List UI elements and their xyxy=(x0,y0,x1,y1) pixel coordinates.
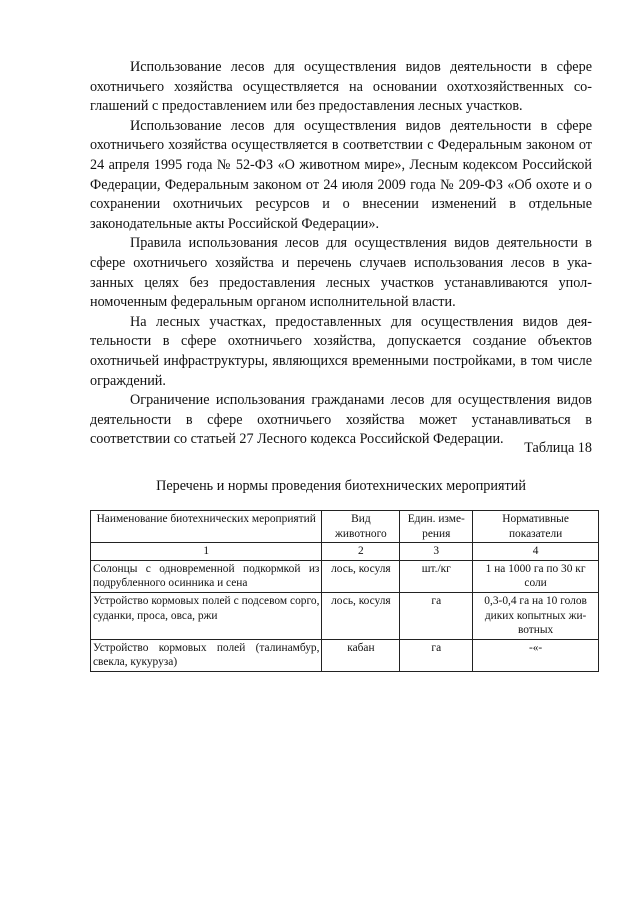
column-number-row xyxy=(91,543,599,561)
table-cell: 0,3-0,4 га на 10 голов диких копытных животных xyxy=(473,592,599,639)
header-cell: Един. измерения xyxy=(400,511,473,543)
biotech-measures-table xyxy=(90,510,599,672)
paragraph-3: Правила использования лесов для осуществления видов деятельности в сфере охотничьего хозяйства и перечень случаев использования лесов в указанных целях без предоставления лесных участков устанавливаются уполномоченным федеральным органом исполнительной власти. xyxy=(90,235,592,311)
table-cell: га xyxy=(400,639,473,671)
table-cell: га xyxy=(400,592,473,639)
table-cell: лось, косуля xyxy=(322,560,400,592)
table-cell: Устройство кормовых полей (талинамбур, свекла, кукуруза) xyxy=(91,639,322,671)
paragraph-2: Использование лесов для осуществления видов деятельности в сфере охотничьего хозяйства осуществляется в соответствии с Федеральным законом от 24 апреля 1995 года № 52-ФЗ «О животном мире», Лесным кодексом Российской Федерации, Федеральным законом от 24 июля 2009 года № 209-ФЗ «Об охоте и о сохранении охотничьих ресурсов и о внесении изменений в отдельные законодательные акты Российской Федерации». xyxy=(90,117,592,232)
table-row xyxy=(91,639,599,671)
paragraph-1: Использование лесов для осуществления видов деятельности в сфере охотничьего хозяйства осуществляется на основании охотхозяйственных соглашений с предоставлением или без предоставления лесных участков. xyxy=(90,59,592,115)
body-text xyxy=(90,58,592,450)
header-cell: Вид животного xyxy=(322,511,400,543)
table-cell: лось, косуля xyxy=(322,592,400,639)
column-number: 2 xyxy=(322,543,400,561)
table-row xyxy=(91,592,599,639)
paragraph-4: На лесных участках, предоставленных для осуществления видов деятельности в сфере охотничьего хозяйства, допускается создание объектов охотничьей инфраструктуры, являющихся временными постройками, в том числе ограждений. xyxy=(90,313,592,389)
header-cell: Нормативные показатели xyxy=(473,511,599,543)
table-header-row xyxy=(91,511,599,543)
table-row xyxy=(91,560,599,592)
table-cell: Устройство кормовых полей с подсевом сорго, суданки, проса, овса, ржи xyxy=(91,592,322,639)
column-number: 1 xyxy=(91,543,322,561)
table-title: Перечень и нормы проведения биотехнических мероприятий xyxy=(156,478,526,494)
table-cell: 1 на 1000 га по 30 кг соли xyxy=(473,560,599,592)
table-number: Таблица 18 xyxy=(524,440,592,456)
paragraph-5: Ограничение использования гражданами лесов для осуществления видов деятельности в сфере охотничьего хозяйства может устанавливаться в соответствии со статьей 27 Лесного кодекса Российской Федерации. xyxy=(90,392,592,448)
table-cell: -«- xyxy=(473,639,599,671)
table-cell: шт./кг xyxy=(400,560,473,592)
header-cell: Наименование биотехнических мероприятий xyxy=(91,511,322,543)
table-cell: Солонцы с одновременной подкормкой из подрубленного осинника и сена xyxy=(91,560,322,592)
table-cell: кабан xyxy=(322,639,400,671)
column-number: 4 xyxy=(473,543,599,561)
column-number: 3 xyxy=(400,543,473,561)
